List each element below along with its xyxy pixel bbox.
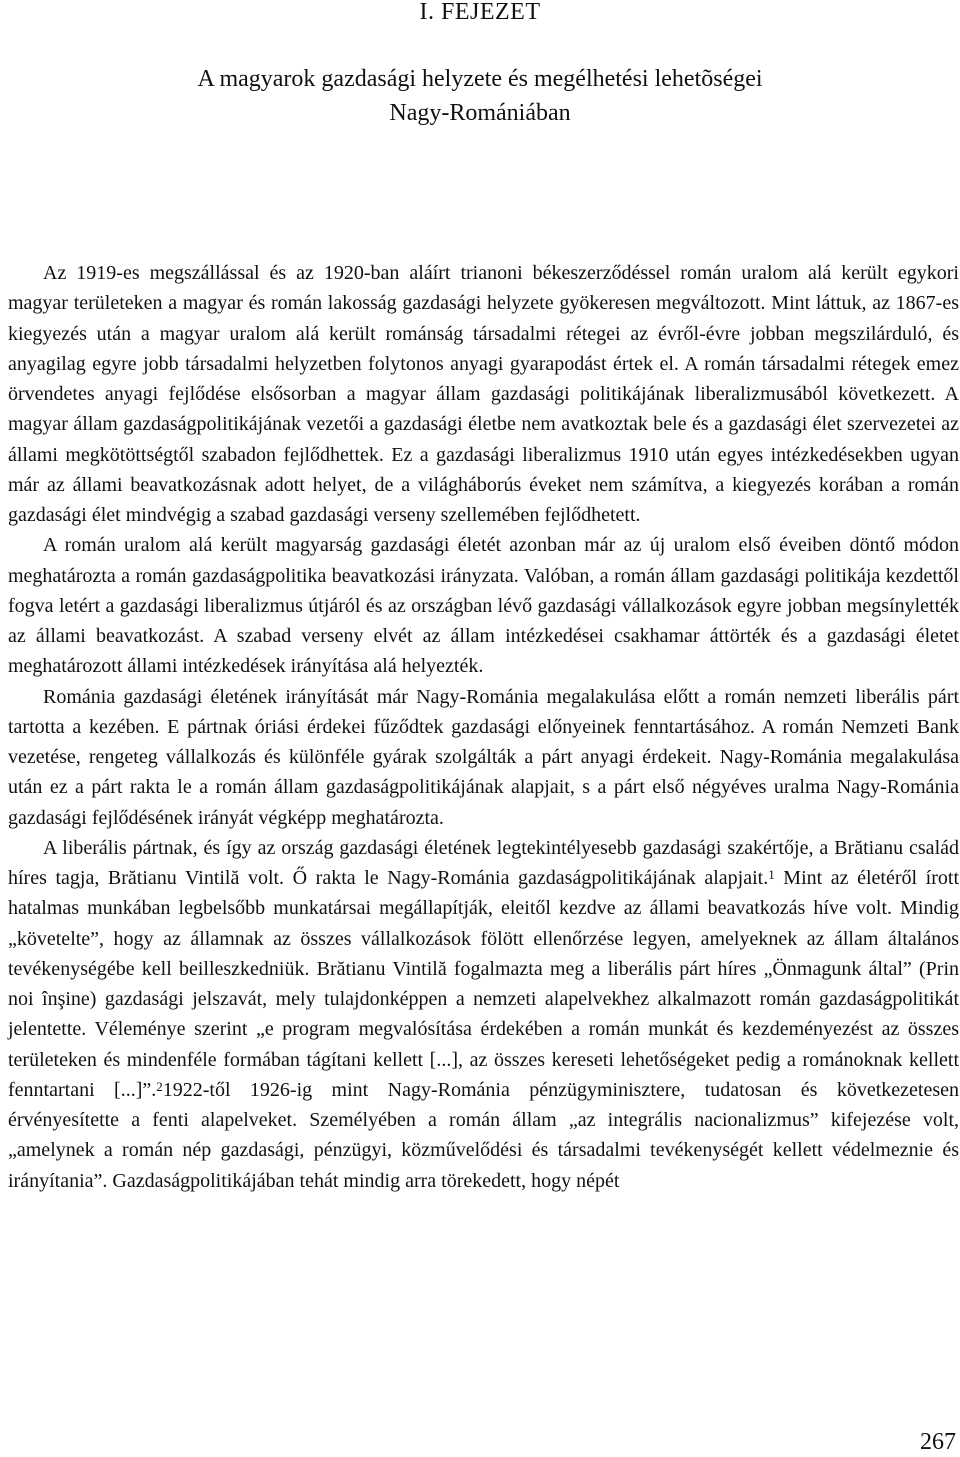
chapter-title-line-1: A magyarok gazdasági helyzete és megélhetési lehetõségei bbox=[197, 66, 763, 92]
paragraph-4-text-a: A liberális pártnak, és így az ország gazdasági életének legtekintélyesebb gazdasági szakértője, a Brătianu család híres tagja, Brătianu Vintilă volt. Ő rakta le Nagy-Románia gazdaságpolitikájának alapjait. bbox=[8, 836, 959, 889]
body-text bbox=[8, 258, 959, 1196]
chapter-title bbox=[0, 62, 960, 130]
chapter-label: I. FEJEZET bbox=[419, 0, 541, 25]
chapter-title-line-2: Nagy-Romániában bbox=[389, 100, 571, 126]
footnote-ref-1: 1 bbox=[768, 867, 775, 882]
paragraph-2: A román uralom alá került magyarság gazdasági életét azonban már az új uralom első éveiben döntő módon meghatározta a román gazdaságpolitika beavatkozási irányzata. Valóban, a román állam gazdasági politikája kezdettől fogva letért a gazdasági liberalizmus útjáról és az országban lévő gazdasági vállalkozások egyre jobban megsínylették az állami beavatkozást. A szabad verseny elvét az állam intézkedései csakhamar áttörték és a gazdasági életet meghatározott állami intézkedések irányítása alá helyezték. bbox=[8, 534, 959, 678]
paragraph-4 bbox=[8, 833, 959, 1196]
paragraph-1: Az 1919-es megszállással és az 1920-ban aláírt trianoni békeszerződéssel román uralom alá került egykori magyar területeken a magyar és román lakosság gazdasági helyzete gyökeresen megváltozott. Mint láttuk, az 1867-es kiegyezés után a magyar uralom alá került románság társadalmi rétegei az évről-évre jobban megszilárduló, és anyagilag egyre jobb társadalmi helyzetben folytonos anyagi gyarapodást értek el. A román társadalmi rétegek emez örvendetes anyagi fejlődése elsősorban a magyar állam gazdasági politikájának liberalizmusából következett. A magyar állam gazdaságpolitikájának vezetői a gazdasági életbe nem avatkoztak bele és a gazdasági élet szervezetei az állami megkötöttségtől szabadon fejlődhettek. Ez a gazdasági liberalizmus 1910 után egyes intézkedésekben ugyan már az állami beavatkozásnak adott helyet, de a világháborús éveket nem számítva, a kiegyezés korában a román gazdasági élet mindvégig a szabad gazdasági verseny szellemében fejlődhetett. bbox=[8, 262, 959, 526]
paragraph-4-text-c: 1922-től 1926-ig mint Nagy-Románia pénzügyminisztere, tudatosan és következetesen érvényesítette a fenti alapelveket. Személyében a román állam „az integrális nacionalizmus” kifejezése volt, „amelynek a román nép gazdasági, pénzügyi, közművelődési és társadalmi tevékenységét kellett védelmeznie és irányítania”. Gazdaságpolitikájában tehát mindig arra törekedett, hogy népét bbox=[8, 1078, 959, 1192]
page-number: 267 bbox=[920, 1429, 956, 1455]
footnote-ref-2: 2 bbox=[156, 1078, 163, 1094]
paragraph-4-text-b: Mint az életéről írott hatalmas munkában legbelsőbb munkatársai megállapítják, eleitől kezdve az állami beavatkozás híve volt. Mindig „követelte”, hogy az államnak az összes vállalkozások fölött ellenőrzése legyen, amelyeknek az állam általános tevékenységébe kell beilleszkedniük. Brătianu Vintilă fogalmazta meg a liberális párt híres „Önmagunk által” (Prin noi înşine) gazdasági jelszavát, mely tulajdonképpen a nemzeti alapelvekhez alkalmazott román gazdaságpolitikát jelentette. Véleménye szerint „e program megvalósítása érdekében a román munkát és kezdeményezést az összes területeken és mindenféle formában tágítani kellett [...], az összes kereseti lehetőségeket pedig a románoknak kellett fenntartani [...]”. bbox=[8, 867, 959, 1101]
paragraph-3: Románia gazdasági életének irányítását már Nagy-Románia megalakulása előtt a román nemzeti liberális párt tartotta a kezében. E pártnak óriási érdekei fűződtek gazdasági előnyeinek fenntartásához. A román Nemzeti Bank vezetése, rengeteg vállalkozás és különféle gyárak szolgálták a párt anyagi érdekeit. Nagy-Románia megalakulása után ez a párt rakta le a román állam gazdaságpolitikájának alapjait, s a párt első négyéves uralma Nagy-Románia gazdasági fejlődésének irányát végképp meghatározta. bbox=[8, 685, 959, 829]
